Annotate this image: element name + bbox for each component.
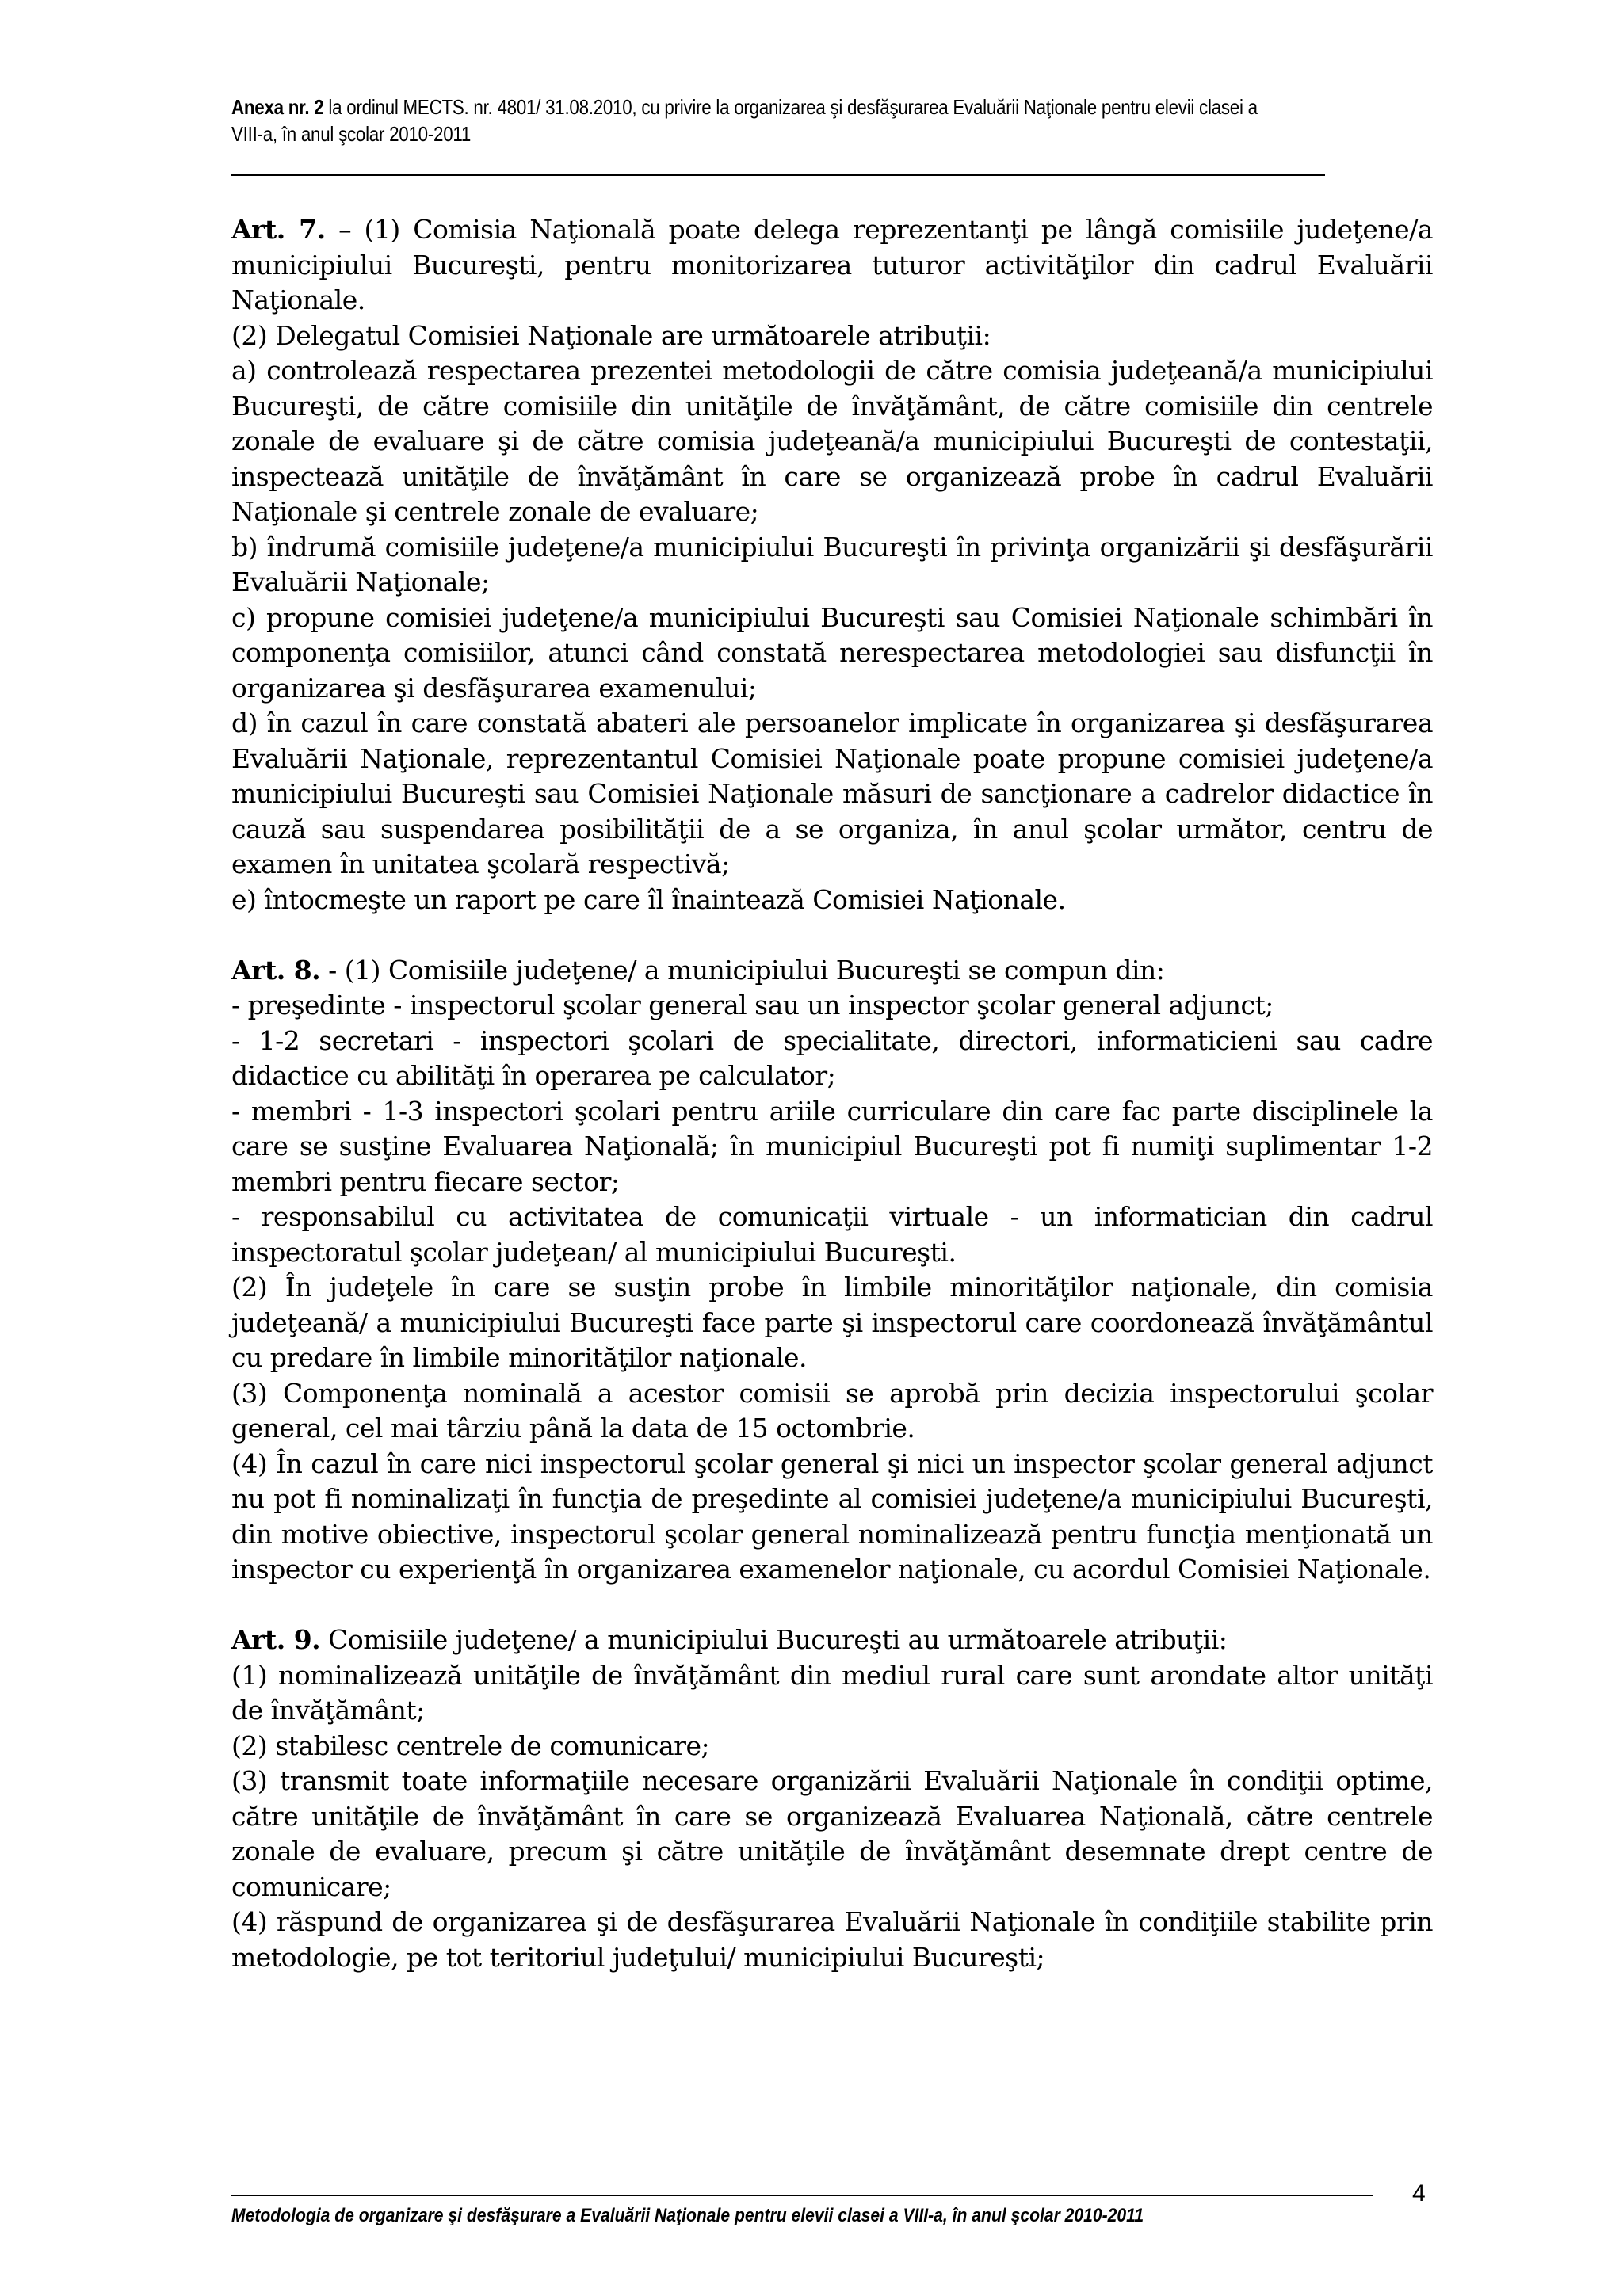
spacer: [231, 1588, 1433, 1623]
article-label: Art. 9.: [231, 1624, 321, 1655]
annex-label: Anexa nr. 2: [231, 95, 324, 119]
paragraph: c) propune comisiei judeţene/a municipiului Bucureşti sau Comisiei Naţionale schimbări în componenţa comisiilor, atunci când constată nerespectarea metodologiei sau disfuncţii în organizarea şi desfăşurarea examenului;: [231, 601, 1433, 704]
page-number: 4: [1412, 2180, 1426, 2206]
paragraph: - responsabilul cu activitatea de comunicaţii virtuale - un informatician din cadrul inspectoratul şcolar judeţean/ al municipiului Bucureşti.: [231, 1201, 1433, 1268]
paragraph: - membri - 1-3 inspectori şcolari pentru ariile curriculare din care fac parte disciplinele la care se susţine Evaluarea Naţională; în municipiul Bucureşti pot fi numiţi suplimentar 1-2 membri pentru fiecare sector;: [231, 1095, 1433, 1197]
paragraph: (4) În cazul în care nici inspectorul şcolar general şi nici un inspector şcolar general adjunct nu pot fi nominalizaţi în funcţia de preşedinte al comisiei judeţene/a municipiului Bucureşti, din motive obiective, inspectorul şcolar general nominalizează pentru funcţia menţionată un inspector cu experienţă în organizarea examenelor naţionale, cu acordul Comisiei Naţionale.: [231, 1447, 1433, 1585]
header-divider: [231, 174, 1325, 176]
paragraph: (4) răspund de organizarea şi de desfăşurarea Evaluării Naţionale în condiţiile stabilite prin metodologie, pe tot teritoriul judeţului/ municipiului Bucureşti;: [231, 1906, 1433, 1973]
paragraph: d) în cazul în care constată abateri ale persoanelor implicate în organizarea şi desfăşurarea Evaluării Naţionale, reprezentantul Comisiei Naţionale poate propune comisiei judeţene/a municipiului Bucureşti sau Comisiei Naţionale măsuri de sancţionare a cadrelor didactice în cauză sau suspendarea posibilităţii de a se organiza, în anul şcolar următor, centru de examen în unitatea şcolară respectivă;: [231, 707, 1433, 879]
paragraph: (3) Componenţa nominală a acestor comisii se aprobă prin decizia inspectorului şcolar general, cel mai târziu până la data de 15 octombrie.: [231, 1377, 1433, 1444]
article-label: Art. 7.: [231, 214, 326, 245]
paragraph: Art. 8. - (1) Comisiile judeţene/ a municipiului Bucureşti se compun din:: [231, 954, 1165, 986]
article-8: [231, 953, 1433, 1588]
article-7: [231, 212, 1433, 917]
paragraph: b) îndrumă comisiile judeţene/a municipiului Bucureşti în privinţa organizării şi desfăşurării Evaluării Naţionale;: [231, 531, 1433, 597]
paragraph: (2) stabilesc centrele de comunicare;: [231, 1730, 710, 1761]
paragraph: a) controlează respectarea prezentei metodologii de către comisia judeţeană/a municipiului Bucureşti, de către comisiile din unităţile de învăţământ, de către comisiile din centrele zonale de evaluare şi de către comisia judeţeană/a municipiului Bucureşti de contestaţii, inspectează unităţile de învăţământ în care se organizează probe în cadrul Evaluării Naţionale şi centrele zonale de evaluare;: [231, 355, 1433, 527]
document-body: [231, 212, 1433, 1975]
article-9: [231, 1623, 1433, 1975]
page-header: [231, 93, 1267, 147]
spacer: [231, 917, 1433, 953]
paragraph: - 1-2 secretari - inspectori şcolari de specialitate, directori, informaticieni sau cadre didactice cu abilităţi în operarea pe calculator;: [231, 1024, 1433, 1091]
paragraph: e) întocmeşte un raport pe care îl înaintează Comisiei Naţionale.: [231, 883, 1066, 915]
paragraph: (1) nominalizează unităţile de învăţământ din mediul rural care sunt arondate altor unităţi de învăţământ;: [231, 1659, 1433, 1726]
paragraph: (2) Delegatul Comisiei Naţionale are următoarele atribuţii:: [231, 319, 991, 351]
paragraph: Art. 7. – (1) Comisia Naţională poate delega reprezentanţi pe lângă comisiile judeţene/a municipiului Bucureşti, pentru monitorizarea tuturor activităţilor din cadrul Evaluării Naţionale.: [231, 214, 1433, 315]
paragraph: (3) transmit toate informaţiile necesare organizării Evaluării Naţionale în condiţii optime, către unităţile de învăţământ în care se organizează Evaluarea Naţională, către centrele zonale de evaluare, precum şi către unităţile de învăţământ desemnate drept centre de comunicare;: [231, 1765, 1433, 1902]
paragraph: Art. 9. Comisiile judeţene/ a municipiului Bucureşti au următoarele atribuţii:: [231, 1624, 1228, 1655]
footer-divider: [231, 2195, 1373, 2196]
article-label: Art. 8.: [231, 954, 321, 986]
paragraph: (2) În judeţele în care se susţin probe în limbile minorităţilor naţionale, din comisia judeţeană/ a municipiului Bucureşti face parte şi inspectorul care coordonează învăţământul cu predare în limbile minorităţilor naţionale.: [231, 1272, 1433, 1373]
paragraph: - preşedinte - inspectorul şcolar general sau un inspector şcolar general adjunct;: [231, 990, 1274, 1020]
page-footer: Metodologia de organizare şi desfăşurare a Evaluării Naţionale pentru elevii clasei a VIII-a, în anul şcolar 2010-2011: [231, 2205, 1144, 2226]
header-text: la ordinul MECTS. nr. 4801/ 31.08.2010, cu privire la organizarea şi desfăşurarea Evaluării Naţionale pentru elevii clasei a VIII-a, în anul şcolar 2010-2011: [231, 95, 1258, 146]
